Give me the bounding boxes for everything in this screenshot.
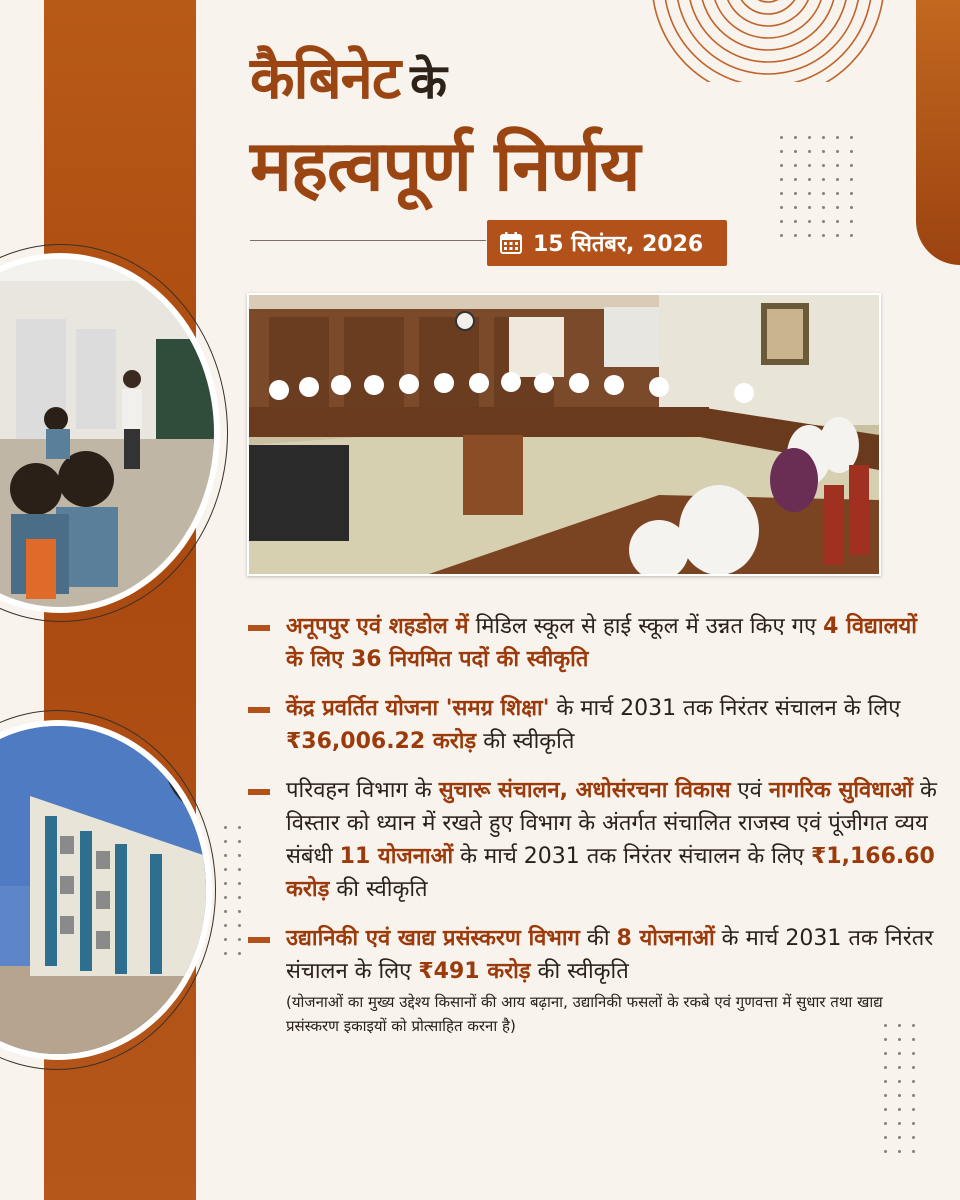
decorative-dot <box>794 206 797 209</box>
decorative-dots-top <box>780 136 860 236</box>
cabinet-meeting-photo <box>247 293 881 576</box>
decorative-dot <box>780 178 783 181</box>
decorative-dot <box>884 1136 887 1139</box>
bullet-dash <box>248 707 270 713</box>
title-connector: के <box>410 54 446 110</box>
decorative-dot <box>794 136 797 139</box>
decorative-dot <box>224 910 227 913</box>
decorative-dot <box>822 164 825 167</box>
date-divider <box>250 240 486 241</box>
decorative-dot <box>822 220 825 223</box>
decorative-dot <box>884 1094 887 1097</box>
decorative-dot <box>794 150 797 153</box>
decorative-dot <box>898 1150 901 1153</box>
decorative-dot <box>912 1150 915 1153</box>
decorative-dot <box>912 1108 915 1111</box>
decorative-dot <box>822 150 825 153</box>
decorative-arcs <box>648 0 888 82</box>
decorative-dot <box>836 192 839 195</box>
decorative-dot <box>884 1066 887 1069</box>
decorative-dot <box>238 924 241 927</box>
decorative-dot <box>912 1094 915 1097</box>
decorative-dot <box>884 1080 887 1083</box>
decorative-dot <box>850 206 853 209</box>
decorative-dot <box>224 938 227 941</box>
decorative-dot <box>780 234 783 237</box>
date-text: 15 सितंबर, 2026 <box>533 232 704 257</box>
decorative-dot <box>238 938 241 941</box>
decorative-dot <box>822 136 825 139</box>
decorative-dot <box>836 150 839 153</box>
decorative-dot <box>794 220 797 223</box>
decorative-dot <box>780 150 783 153</box>
bullet-dash <box>248 937 270 943</box>
list-item: अनूपपुर एवं शहडोल में मिडिल स्कूल से हाई स्कूल में उन्नत किए गए 4 विद्यालयों के लिए 36 नियमित पदों की स्वीकृति <box>248 610 938 676</box>
decorative-dot <box>912 1122 915 1125</box>
page-title-line1: कैबिनेट के <box>250 44 446 112</box>
decorative-dot <box>850 150 853 153</box>
decorative-dot <box>822 234 825 237</box>
decorative-dot <box>238 882 241 885</box>
decorative-dot <box>822 178 825 181</box>
decorative-dot <box>884 1150 887 1153</box>
decorative-dot <box>898 1136 901 1139</box>
decorative-dot <box>850 192 853 195</box>
decorative-dot <box>224 854 227 857</box>
decorative-dot <box>238 910 241 913</box>
decorative-dot <box>808 164 811 167</box>
decorative-dot <box>808 220 811 223</box>
decorative-dot <box>822 192 825 195</box>
list-item: उद्यानिकी एवं खाद्य प्रसंस्करण विभाग की 8 योजनाओं के मार्च 2031 तक निरंतर संचालन के लिए ₹491 करोड़ की स्वीकृति (योजनाओं का मुख्य उद्देश्य किसानों की आय बढ़ाना, उद्यानिकी फसलों के रकबे एवं गुणवत्ता में सुधार तथा खाद्य प्रसंस्करण इकाइयों को प्रोत्साहित करना है) <box>248 922 938 1038</box>
decorative-dot <box>808 192 811 195</box>
decorative-dot <box>224 840 227 843</box>
decorative-dot <box>836 220 839 223</box>
decorative-dot <box>836 178 839 181</box>
decorative-dot <box>224 882 227 885</box>
decorative-dot <box>238 854 241 857</box>
decorative-dot <box>898 1122 901 1125</box>
decorative-dot <box>898 1094 901 1097</box>
decorative-dot <box>794 234 797 237</box>
decorative-dot <box>224 952 227 955</box>
decorative-dot <box>912 1066 915 1069</box>
decorative-dot <box>884 1122 887 1125</box>
decorative-dot <box>780 206 783 209</box>
decorative-dot <box>238 826 241 829</box>
right-accent-tab <box>916 0 960 265</box>
decorative-dots-middle <box>224 826 244 956</box>
decorative-dot <box>822 206 825 209</box>
bullet-dash <box>248 625 270 631</box>
decorative-dot <box>794 192 797 195</box>
bullet-dash <box>248 789 270 795</box>
decorative-dot <box>836 136 839 139</box>
decorative-dot <box>898 1108 901 1111</box>
decorative-dot <box>850 164 853 167</box>
decorative-dot <box>912 1136 915 1139</box>
decorative-dot <box>224 896 227 899</box>
decorative-dot <box>794 178 797 181</box>
decorative-dot <box>836 164 839 167</box>
decorative-dot <box>780 220 783 223</box>
decorative-dot <box>808 234 811 237</box>
decorative-dot <box>238 840 241 843</box>
calendar-icon <box>499 231 523 255</box>
decorative-dot <box>850 178 853 181</box>
list-item: परिवहन विभाग के सुचारू संचालन, अधोसंरचना विकास एवं नागरिक सुविधाओं के विस्तार को ध्यान में रखते हुए विभाग के अंतर्गत संचालित राजस्व एवं पूंजीगत व्यय संबंधी 11 योजनाओं के मार्च 2031 तक निरंतर संचालन के लिए ₹1,166.60 करोड़ की स्वीकृति <box>248 774 938 906</box>
decorative-dot <box>780 192 783 195</box>
footnote: (योजनाओं का मुख्य उद्देश्य किसानों की आय बढ़ाना, उद्यानिकी फसलों के रकबे एवं गुणवत्ता में सुधार तथा खाद्य प्रसंस्करण इकाइयों को प्रोत्साहित करना है) <box>286 993 883 1035</box>
decorative-dot <box>238 952 241 955</box>
page-title-line2: महत्वपूर्ण निर्णय <box>250 125 640 207</box>
decorative-dot <box>224 868 227 871</box>
decorative-dot <box>898 1080 901 1083</box>
decorative-dot <box>836 206 839 209</box>
decorative-dot <box>224 924 227 927</box>
decorative-dot <box>808 136 811 139</box>
decorative-dot <box>912 1080 915 1083</box>
decorative-dot <box>884 1108 887 1111</box>
decorative-dot <box>794 164 797 167</box>
decorative-dot <box>780 136 783 139</box>
decorative-dot <box>850 136 853 139</box>
decorative-dot <box>808 206 811 209</box>
decorative-dot <box>224 826 227 829</box>
decorative-dot <box>238 896 241 899</box>
decorative-dot <box>898 1066 901 1069</box>
list-item: केंद्र प्रवर्तित योजना 'समग्र शिक्षा' के मार्च 2031 तक निरंतर संचालन के लिए ₹36,006.22 करोड़ की स्वीकृति <box>248 692 938 758</box>
decorative-dot <box>808 178 811 181</box>
decorative-dot <box>780 164 783 167</box>
date-badge <box>487 220 727 266</box>
decision-list <box>248 610 938 1054</box>
decorative-dot <box>850 234 853 237</box>
decorative-dot <box>836 234 839 237</box>
decorative-dot <box>850 220 853 223</box>
decorative-dot <box>238 868 241 871</box>
decorative-dot <box>808 150 811 153</box>
